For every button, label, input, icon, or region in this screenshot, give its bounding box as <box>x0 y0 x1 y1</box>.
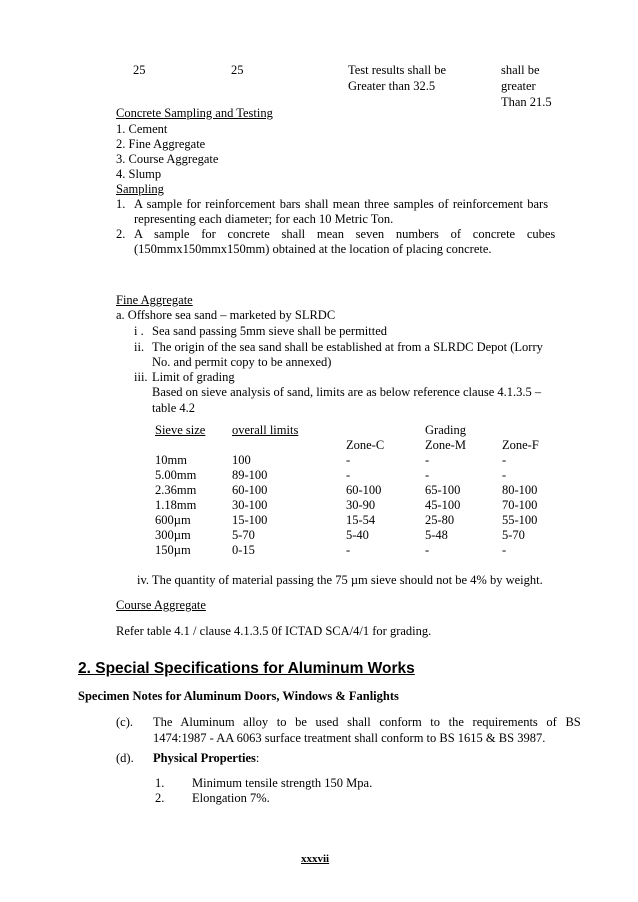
sampling-2-text-cont: (150mmx150mmx150mm) obtained at the location of placing concrete. <box>134 242 492 256</box>
section-2-subtitle: Specimen Notes for Aluminum Doors, Windows & Fanlights <box>78 689 399 703</box>
cell-zone-m: 5-48 <box>425 528 448 542</box>
cell-overall: 15-100 <box>232 513 268 527</box>
fine-aggregate-iv-text: iv. The quantity of material passing the 75 µm sieve should not be 4% by weight. <box>137 573 543 587</box>
table-header-zone-f: Zone-F <box>502 438 539 452</box>
cell-overall: 89-100 <box>232 468 268 482</box>
clause-d-heading <box>153 750 259 766</box>
table-header-zone-m: Zone-M <box>425 438 466 452</box>
fine-aggregate-heading: Fine Aggregate <box>116 293 193 307</box>
sampling-2-text: A sample for concrete shall mean seven numbers of concrete cubes <box>134 227 556 241</box>
cell-zone-m: - <box>425 468 430 482</box>
concrete-item-2: 2. Fine Aggregate <box>116 137 206 151</box>
table-cell-4-line1: shall be <box>501 63 540 77</box>
table-header-zone-c: Zone-C <box>346 438 385 452</box>
cell-zone-f: 5-70 <box>502 528 525 542</box>
cell-zone-m: 45-100 <box>425 498 461 512</box>
fine-aggregate-iii-text-2: Based on sieve analysis of sand, limits are as below reference clause 4.1.3.5 – <box>152 385 542 399</box>
table-cell-3-line2: Greater than 32.5 <box>348 79 436 93</box>
concrete-item-3: 3. Course Aggregate <box>116 152 219 166</box>
cell-overall: 30-100 <box>232 498 268 512</box>
property-1-number: 1. <box>155 776 165 790</box>
fine-aggregate-iii-text-3: table 4.2 <box>152 401 196 415</box>
fine-aggregate-i-text: Sea sand passing 5mm sieve shall be permitted <box>152 324 388 338</box>
table-cell-1: 25 <box>133 63 146 77</box>
cell-zone-f: - <box>502 453 507 467</box>
table-cell-2: 25 <box>231 63 244 77</box>
table-header-grading: Grading <box>425 423 466 437</box>
cell-zone-c: 60-100 <box>346 483 382 497</box>
sampling-1-text: A sample for reinforcement bars shall mean three samples of reinforcement bars <box>134 197 549 211</box>
cell-overall: 5-70 <box>232 528 255 542</box>
fine-aggregate-ii-text-cont: No. and permit copy to be annexed) <box>152 355 332 369</box>
section-2-title: 2. Special Specifications for Aluminum Works <box>78 660 415 677</box>
cell-zone-c: 30-90 <box>346 498 376 512</box>
concrete-heading: Concrete Sampling and Testing <box>116 106 273 120</box>
cell-zone-m: 25-80 <box>425 513 455 527</box>
cell-zone-m: - <box>425 543 430 557</box>
concrete-item-1: 1. Cement <box>116 122 168 136</box>
clause-c-text-cont: 1474:1987 - AA 6063 surface treatment shall conform to BS 1615 & BS 3987. <box>153 731 546 745</box>
cell-sieve: 10mm <box>155 453 187 467</box>
cell-sieve: 150µm <box>155 543 191 557</box>
fine-aggregate-a: a. Offshore sea sand – marketed by SLRDC <box>116 308 336 322</box>
cell-zone-f: 55-100 <box>502 513 538 527</box>
cell-zone-c: 5-40 <box>346 528 369 542</box>
cell-zone-c: - <box>346 468 351 482</box>
cell-zone-m: 65-100 <box>425 483 461 497</box>
course-aggregate-heading: Course Aggregate <box>116 598 206 612</box>
physical-properties-heading: Physical Properties <box>153 751 256 765</box>
concrete-item-4: 4. Slump <box>116 167 162 181</box>
sampling-heading: Sampling <box>116 182 164 196</box>
cell-zone-f: - <box>502 543 507 557</box>
physical-properties-colon: : <box>255 751 260 765</box>
clause-c-text: The Aluminum alloy to be used shall conform to the requirements of BS <box>153 715 581 729</box>
sampling-1-text-cont: representing each diameter; for each 10 Metric Ton. <box>134 212 394 226</box>
fine-aggregate-iii-text: Limit of grading <box>152 370 235 384</box>
property-2-text: Elongation 7%. <box>192 791 270 805</box>
sampling-1-number: 1. <box>116 197 126 211</box>
course-aggregate-text: Refer table 4.1 / clause 4.1.3.5 0f ICTAD SCA/4/1 for grading. <box>116 624 432 638</box>
cell-zone-m: - <box>425 453 430 467</box>
cell-sieve: 300µm <box>155 528 191 542</box>
cell-sieve: 1.18mm <box>155 498 197 512</box>
cell-overall: 60-100 <box>232 483 268 497</box>
table-header-sieve-size: Sieve size <box>155 423 206 437</box>
cell-sieve: 5.00mm <box>155 468 197 482</box>
table-cell-4-line3: Than 21.5 <box>501 95 552 109</box>
cell-overall: 0-15 <box>232 543 255 557</box>
cell-zone-c: 15-54 <box>346 513 376 527</box>
cell-zone-c: - <box>346 453 351 467</box>
cell-overall: 100 <box>232 453 251 467</box>
cell-zone-f: 70-100 <box>502 498 538 512</box>
table-header-overall-limits: overall limits <box>232 423 299 437</box>
fine-aggregate-iii-number: iii. <box>134 370 148 384</box>
clause-d-label: (d). <box>116 751 134 765</box>
cell-zone-f: - <box>502 468 507 482</box>
property-1-text: Minimum tensile strength 150 Mpa. <box>192 776 373 790</box>
fine-aggregate-i-number: i . <box>134 324 144 338</box>
clause-c-label: (c). <box>116 715 133 729</box>
cell-sieve: 600µm <box>155 513 191 527</box>
table-cell-3-line1: Test results shall be <box>348 63 447 77</box>
table-cell-4-line2: greater <box>501 79 536 93</box>
cell-sieve: 2.36mm <box>155 483 197 497</box>
property-2-number: 2. <box>155 791 165 805</box>
cell-zone-c: - <box>346 543 351 557</box>
page-number: xxxvii <box>301 853 330 865</box>
sampling-2-number: 2. <box>116 227 126 241</box>
cell-zone-f: 80-100 <box>502 483 538 497</box>
fine-aggregate-ii-number: ii. <box>134 340 145 354</box>
fine-aggregate-ii-text: The origin of the sea sand shall be established at from a SLRDC Depot (Lorry <box>152 340 543 354</box>
